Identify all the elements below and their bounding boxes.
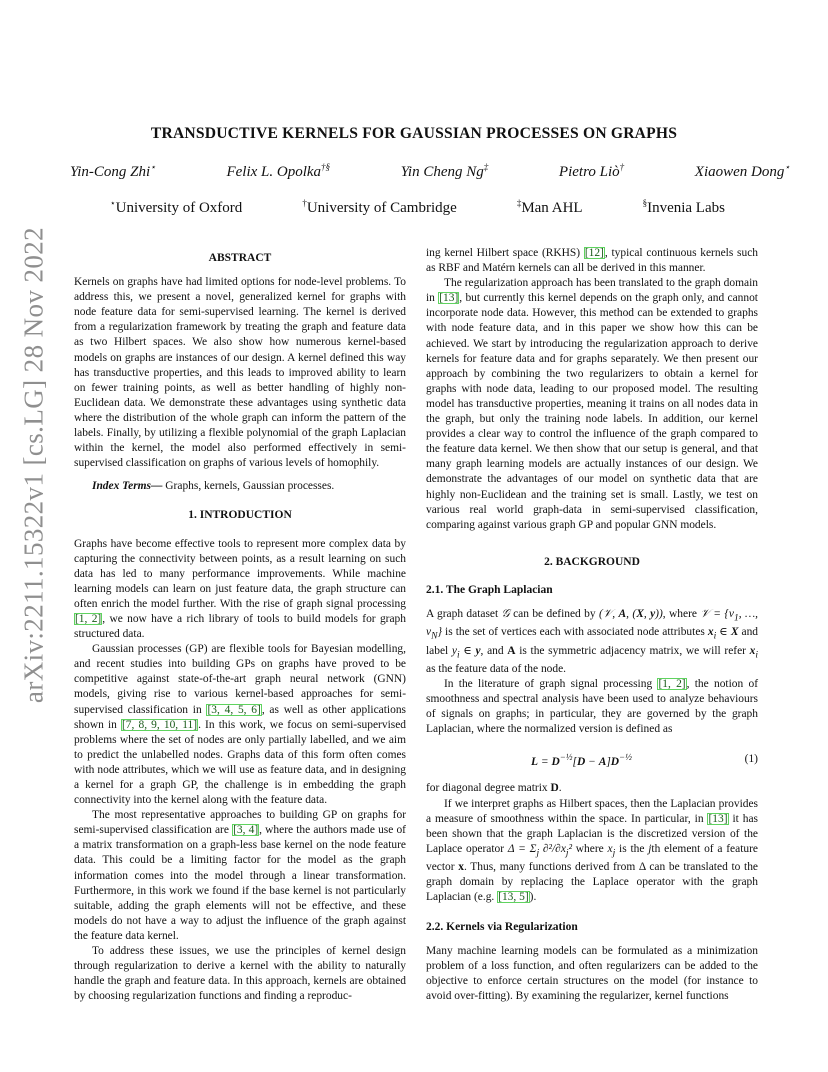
citation-link[interactable]: [13] bbox=[708, 812, 728, 825]
index-terms: Index Terms— Graphs, kernels, Gaussian processes. bbox=[92, 480, 335, 493]
subsection-heading: 2.1. The Graph Laplacian bbox=[426, 583, 553, 596]
intro-paragraph: Graphs have become effective tools to represent more complex data by capturing the connectivity between points, as a result learning on such data has led to many performance improvements. While machine learning models can learn on just feature data, the graph structure can often enrich the model further. With the rise of graph signal processing [1, 2], we now have a rich library of tools to build models for graph structured data. bbox=[74, 537, 406, 641]
citation-link[interactable]: [3, 4] bbox=[233, 824, 259, 837]
arxiv-identifier bbox=[14, 226, 54, 704]
citation-link[interactable]: [1, 2] bbox=[75, 612, 102, 625]
affiliation-list bbox=[110, 198, 725, 217]
author: Felix L. Opolka†§ bbox=[226, 162, 331, 180]
affiliation: †University of Cambridge bbox=[302, 198, 457, 216]
author-list bbox=[70, 162, 790, 181]
background-heading: 2. BACKGROUND bbox=[544, 555, 640, 568]
citation-link[interactable]: [7, 8, 9, 10, 11] bbox=[121, 718, 198, 731]
affiliation: ‡Man AHL bbox=[516, 198, 583, 216]
author: Pietro Liò† bbox=[558, 162, 625, 180]
intro-paragraph: To address these issues, we use the principles of kernel design through regularization to derive a kernel with the ability to naturally handle the graph and feature data. In this approach, kernels are obtained by choosing regularization functions and finding a reproduc- bbox=[74, 945, 406, 1003]
author: Yin-Cong Zhi⋆ bbox=[70, 162, 156, 180]
body-paragraph: ing kernel Hilbert space (RKHS) [12], typical continuous kernels such as RBF and Matérn kernels can all be derived in this manner. bbox=[426, 247, 758, 275]
equation-number: (1) bbox=[744, 752, 758, 765]
citation-link[interactable]: [3, 4, 5, 6] bbox=[207, 703, 261, 716]
introduction-heading: 1. INTRODUCTION bbox=[188, 509, 292, 522]
intro-paragraph: The most representative approaches to building GP on graphs for semi-supervised classification are [3, 4], where the authors made use of a matrix transformation on a graph-less base kernel on the node feature data. This could be a limiting factor for the model as the graph information comes into the model through a linear transformation. Furthermore, in this work we found if the base kernel is not particularly suitable, adding the graph elements will not be effective, and these models do not have a way to adjust the influence of the graph against the feature data kernel. bbox=[74, 809, 406, 942]
body-paragraph: If we interpret graphs as Hilbert spaces, then the Laplacian provides a measure of smoothness within the space. In particular, in [13] it has been shown that the graph Laplacian is the discretized version of the Laplace operator $\Delta = \Sigma_j$ $\partial^2/\partial x_j^2$ where $x_j$ is the jth element of a feature vector x. Thus, many functions derived from Δ can be translated to the graph domain by replacing the Laplace operator with the graph Laplacian (e.g. [13, 5]). bbox=[426, 797, 758, 904]
equation-body: $L = D^{-\frac{1}{2}}[D - A]D^{-\frac{1}{2}}$ bbox=[531, 751, 632, 768]
citation-link[interactable]: [13, 5] bbox=[498, 891, 529, 904]
body-paragraph: for diagonal degree matrix D. bbox=[426, 782, 562, 795]
arxiv-id-text: arXiv:2211.15322v1 [cs.LG] 28 Nov 2022 bbox=[18, 226, 49, 704]
body-paragraph: In the literature of graph signal processing [1, 2], the notion of smoothness and spectral analysis have been used to analyze behaviours of signals on graphs; in particular, they are governed by the graph Laplacian, where the normalized version is defined as bbox=[426, 678, 759, 736]
paper-title: TRANSDUCTIVE KERNELS FOR GAUSSIAN PROCESSES ON GRAPHS bbox=[150, 125, 678, 142]
affiliation: §Invenia Labs bbox=[642, 198, 725, 216]
affiliation: ⋆University of Oxford bbox=[110, 198, 243, 216]
citation-link[interactable]: [12] bbox=[584, 247, 604, 259]
equation-laplacian bbox=[426, 750, 758, 770]
subsection-heading: 2.2. Kernels via Regularization bbox=[426, 920, 578, 933]
abstract-heading: ABSTRACT bbox=[208, 252, 272, 264]
body-paragraph: A graph dataset 𝒢 can be defined by (𝒱, A, (X, y)), where 𝒱 = {$v_1$, …, $v_N$} is the set of vertices each with associated node attributes $x_i$ ∈ X and label $y_i$ ∈ y, and A is the symmetric adjacency matrix, we will refer $x_i$ as the feature data of the node. bbox=[426, 607, 759, 676]
right-column bbox=[426, 246, 758, 1004]
body-paragraph: The regularization approach has been translated to the graph domain in [13], but currently this kernel depends on the graph only, and cannot incorporate node data. However, this method can be extended to graphs with node feature data, and in this paper we show how this can be achieved. We start by introducing the regularization approach to derive kernels for feature data and for graphs separately. We then present our approach by combining the two regularizers to obtain a kernel for graphs with node data, leading to our proposed model. The resulting model has transductive properties, meaning it trains on all nodes data in the graph, but only the training node labels. In addition, our kernel provides a clear way to control the influence of the graph compared to the feature data kernel. We then show that our setup is general, and that many graph learning models are actually instances of our design. We demonstrate the advantages of our model on synthetic data that are highly non-Euclidean and the training set is small. Lastly, we test on various real world graph-data in semi-supervised classification, comparing against various graph GP and popular GNN models. bbox=[426, 277, 758, 531]
citation-link[interactable]: [1, 2] bbox=[658, 678, 686, 691]
abstract-text: Kernels on graphs have had limited options for node-level problems. To address this, we present a novel, generalized kernel for graphs with node feature data for semi-supervised learning. The kernel is derived from a regularization framework by treating the graph and feature data as two Hilbert spaces. We also show how numerous kernel-based models on graphs are instances of our design. A kernel defined this way has transductive properties, and this leads to improved ability to learn on fewer training points, as well as better handling of highly non-Euclidean data. We demonstrate these advantages using synthetic data where the distribution of the whole graph can inform the pattern of the labels. Finally, by utilizing a flexible polynomial of the graph Laplacian within the kernel, the model also performed effectively in semi-supervised classification on graphs of various levels of homophily. bbox=[74, 276, 406, 470]
citation-link[interactable]: [13] bbox=[439, 292, 459, 305]
body-paragraph: Many machine learning models can be formulated as a minimization problem of a loss function, and often regularizers can be added to the objective to enforce certain structures on the model (for instance to avoid over-fitting). By examining the regularizer, kernel functions bbox=[426, 944, 758, 1002]
author: Xiaowen Dong⋆ bbox=[694, 162, 790, 180]
author: Yin Cheng Ng‡ bbox=[400, 162, 489, 180]
intro-paragraph: Gaussian processes (GP) are flexible tools for Bayesian modelling, and recent studies into building GPs on graphs have proved to be competitive against state-of-the-art graph neural network (GNN) models, giving rise to various kernel-based approaches for semi-supervised classification in [3, 4, 5, 6], as well as other applications shown in [7, 8, 9, 10, 11]. In this work, we focus on semi-supervised problems where the set of nodes are only partially labelled, and we aim to predict the unlabelled nodes. Graphs data of this form often comes with node attributes, which we will use as feature data, and in designing a kernel for a graph GP, the challenge is in embedding the graph connectivity into the kernel along with the feature data. bbox=[74, 643, 407, 807]
left-column bbox=[74, 251, 406, 1004]
